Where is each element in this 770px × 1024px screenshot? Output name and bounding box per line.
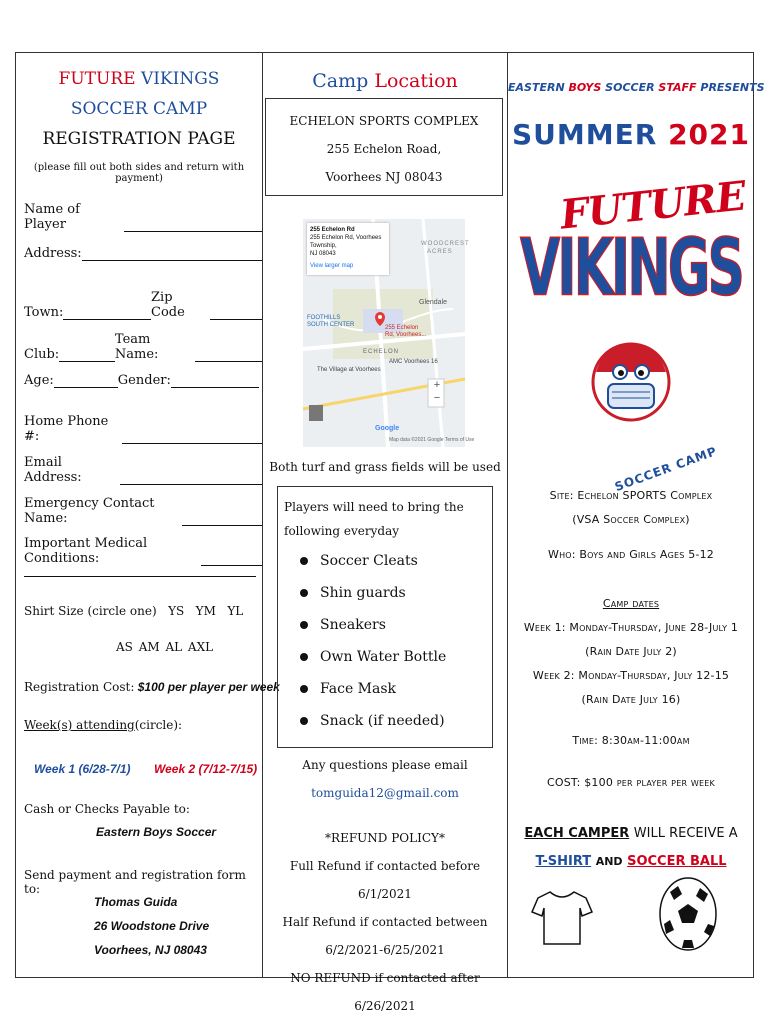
- map-zoom-in[interactable]: +: [433, 379, 441, 391]
- map-area-echelon: ECHELON: [363, 349, 400, 355]
- who-info: Who: Boys and Girls Ages 5-12: [548, 548, 714, 561]
- map-card-addr1: 255 Echelon Rd, Voorhees Township,: [310, 235, 382, 249]
- map-info-card: [307, 223, 389, 275]
- club-label: Club:: [24, 347, 60, 362]
- presents-presents: PRESENTS: [700, 81, 765, 94]
- mailing-address: [94, 890, 209, 962]
- bullet-icon: [300, 621, 308, 629]
- soccer-ball-text: SOCCER BALL: [627, 854, 727, 869]
- map-place-village: The Village at Voorhees: [317, 367, 381, 373]
- location-map[interactable]: [303, 219, 475, 447]
- bring-item: [300, 609, 486, 641]
- bring-intro: Players will need to bring the following everyday: [284, 500, 464, 538]
- tshirt-icon: [530, 888, 594, 948]
- gender-label: Gender:: [117, 373, 171, 388]
- week1-dates: Week 1: Monday-Thursday, June 28-July 1: [523, 621, 739, 634]
- soccer-ball-icon: [656, 874, 720, 954]
- map-zoom-controls: [429, 379, 445, 405]
- gender-line[interactable]: [171, 373, 259, 388]
- camp-dates-heading: Camp dates: [602, 597, 660, 610]
- presents-eastern: EASTERN: [508, 81, 565, 94]
- future-vikings-logo: [518, 172, 748, 495]
- club-team-field[interactable]: [24, 332, 262, 362]
- medical-conditions-line-2[interactable]: [24, 576, 256, 577]
- will-receive: WILL RECEIVE A: [633, 826, 738, 841]
- address-label: Address:: [24, 246, 82, 261]
- map-area-foothills: FOOTHILLS: [307, 315, 341, 321]
- age-line[interactable]: [54, 373, 118, 388]
- bring-item-label: Own Water Bottle: [320, 649, 447, 665]
- refund-line1: Full Refund if contacted before 6/1/2021: [289, 859, 481, 901]
- bring-item-label: Snack (if needed): [320, 713, 445, 729]
- zip-label: Zip Code: [151, 290, 185, 320]
- registration-page-heading: REGISTRATION PAGE: [42, 129, 236, 149]
- mailing-name: Thomas Guida: [94, 895, 178, 909]
- location-column: [263, 52, 507, 1013]
- bullet-icon: [300, 653, 308, 661]
- email-field[interactable]: [24, 455, 262, 485]
- map-pin-label2: Rd, Voorhees...: [385, 332, 427, 338]
- map-area-glendale: Glendale: [419, 299, 448, 306]
- home-phone-line[interactable]: [122, 429, 262, 444]
- email-line[interactable]: [120, 470, 262, 485]
- town-label: Town:: [24, 305, 64, 320]
- logo-soccer-camp: SOCCER CAMP: [612, 443, 720, 495]
- weeks-attending-label: Week(s) attending: [24, 718, 135, 732]
- medical-conditions-line[interactable]: [201, 551, 262, 566]
- address-field[interactable]: [24, 246, 262, 261]
- registration-cost-value: $100 per player per week: [137, 680, 280, 694]
- payable-to: Eastern Boys Soccer: [96, 825, 217, 839]
- cash-checks-label: Cash or Checks Payable to:: [24, 802, 190, 816]
- instructions-note: (please fill out both sides and return with payment): [33, 162, 245, 184]
- cost-info: COST: $100 per player per week: [547, 776, 715, 789]
- map-google-logo: Google: [375, 425, 400, 432]
- site-info: [508, 484, 754, 532]
- camp-word: Camp: [312, 70, 369, 92]
- address-line[interactable]: [82, 246, 262, 261]
- contact-email[interactable]: [263, 786, 507, 800]
- map-pin-label1: 255 Echelon: [385, 325, 419, 331]
- camper-gifts: [508, 820, 754, 876]
- town-line[interactable]: [63, 305, 151, 320]
- time-info: Time: 8:30am-11:00am: [572, 734, 690, 747]
- home-phone-field[interactable]: [24, 414, 262, 444]
- map-card-title: 255 Echelon Rd: [310, 227, 355, 233]
- week2-dates: Week 2: Monday-Thursday, July 12-15: [532, 669, 730, 682]
- presents-staff: STAFF: [658, 81, 697, 94]
- team-line[interactable]: [195, 347, 262, 362]
- location-word: Location: [374, 70, 458, 92]
- camp-title: [16, 64, 262, 154]
- logo-vikings: VIKINGS: [520, 224, 742, 314]
- tshirt-text: T-SHIRT: [535, 854, 592, 869]
- and-text: AND: [595, 855, 623, 868]
- week2-rain-date: (Rain Date July 16): [581, 693, 681, 706]
- logo-future: FUTURE: [558, 172, 748, 239]
- week1-option[interactable]: Week 1 (6/28-7/1): [34, 762, 131, 776]
- summer-word: SUMMER: [511, 118, 658, 151]
- bullet-icon: [300, 717, 308, 725]
- camp-location-heading: [263, 70, 507, 92]
- player-name-field[interactable]: [24, 202, 262, 232]
- map-zoom-out[interactable]: −: [433, 392, 441, 404]
- bring-item: [300, 577, 486, 609]
- mailing-city: Voorhees, NJ 08043: [94, 943, 207, 957]
- emergency-contact-label: Emergency Contact Name:: [24, 496, 155, 526]
- registration-column: [16, 52, 280, 978]
- age-gender-field[interactable]: [24, 373, 259, 388]
- year-word: 2021: [668, 118, 750, 151]
- title-future: FUTURE: [58, 69, 136, 89]
- bring-list-box: [277, 486, 493, 748]
- registration-cost: [24, 680, 280, 694]
- emergency-contact-line[interactable]: [182, 511, 262, 526]
- title-soccer-camp: SOCCER CAMP: [70, 99, 208, 119]
- bring-item-label: Face Mask: [320, 681, 397, 697]
- map-area-woodcrest: WOODCREST: [421, 241, 470, 247]
- weeks-attending-suffix: (circle):: [134, 718, 183, 732]
- mailing-street: 26 Woodstone Drive: [94, 919, 210, 933]
- bring-list: [284, 545, 486, 737]
- bring-item-label: Soccer Cleats: [320, 553, 418, 569]
- team-label: Team Name:: [114, 332, 159, 362]
- bring-item: [300, 545, 486, 577]
- medical-conditions-label: Important Medical Conditions:: [24, 536, 148, 566]
- email-label: Email Address:: [24, 455, 82, 485]
- bullet-icon: [300, 589, 308, 597]
- map-larger-link[interactable]: View larger map: [310, 263, 354, 269]
- shirt-size-adult[interactable]: AS AM AL AXL: [116, 640, 214, 654]
- map-card-addr2: NJ 08043: [310, 251, 336, 257]
- medical-conditions-field[interactable]: [24, 536, 262, 566]
- refund-title: *REFUND POLICY*: [325, 831, 445, 845]
- site-line2: (VSA Soccer Complex): [572, 513, 690, 526]
- fields-note: Both turf and grass fields will be used: [269, 460, 501, 474]
- info-column: [508, 52, 765, 978]
- week2-option[interactable]: Week 2 (7/12-7/15): [154, 762, 258, 776]
- refund-policy: [263, 824, 507, 1020]
- venue-name: ECHELON SPORTS COMPLEX: [289, 114, 479, 128]
- registration-cost-label: Registration Cost:: [24, 680, 135, 694]
- zip-line[interactable]: [210, 305, 262, 320]
- contact-email-link[interactable]: tomguida12@gmail.com: [311, 786, 459, 800]
- bring-item-label: Shin guards: [320, 585, 406, 601]
- presents-boys: BOYS: [568, 81, 602, 94]
- bring-item-label: Sneakers: [320, 617, 386, 633]
- mascot-ball-icon: [586, 332, 706, 472]
- shirt-size-youth[interactable]: Shirt Size (circle one) YS YM YL: [24, 604, 244, 618]
- summer-2021-title: [508, 118, 754, 151]
- each-camper: EACH CAMPER: [524, 826, 630, 841]
- map-place-amc: AMC Voorhees 16: [389, 359, 438, 365]
- week1-rain-date: (Rain Date July 2): [585, 645, 677, 658]
- refund-line4: NO REFUND if contacted after 6/26/2021: [290, 971, 480, 1013]
- refund-line2: Half Refund if contacted between: [282, 915, 488, 929]
- age-label: Age:: [24, 373, 54, 388]
- map-footer: Map data ©2021 Google Terms of Use: [389, 437, 475, 443]
- venue-street: 255 Echelon Road,: [326, 142, 442, 156]
- presents-line: [508, 81, 765, 94]
- refund-line3: 6/2/2021-6/25/2021: [325, 943, 445, 957]
- presents-soccer: SOCCER: [605, 81, 655, 94]
- bring-item: [300, 705, 486, 737]
- player-name-label: Name of Player: [24, 202, 80, 232]
- title-vikings: VIKINGS: [140, 69, 220, 89]
- venue-city: Voorhees NJ 08043: [325, 170, 443, 184]
- map-area-acres: ACRES: [427, 249, 453, 255]
- bullet-icon: [300, 557, 308, 565]
- weeks-attending: [24, 718, 182, 732]
- venue-box: [265, 98, 503, 196]
- player-name-line[interactable]: [124, 217, 262, 232]
- bring-item: [300, 641, 486, 673]
- send-payment-label: Send payment and registration form to:: [24, 868, 246, 896]
- emergency-contact-field[interactable]: [24, 496, 262, 526]
- camp-dates: [508, 592, 754, 712]
- bring-item: [300, 673, 486, 705]
- site-line1: Site: Echelon SPORTS Complex: [549, 489, 713, 502]
- questions-text: Any questions please email: [302, 758, 468, 772]
- bullet-icon: [300, 685, 308, 693]
- map-area-south-center: SOUTH CENTER: [307, 322, 355, 328]
- home-phone-label: Home Phone #:: [24, 414, 109, 444]
- club-line[interactable]: [59, 347, 115, 362]
- town-zip-field[interactable]: [24, 290, 262, 320]
